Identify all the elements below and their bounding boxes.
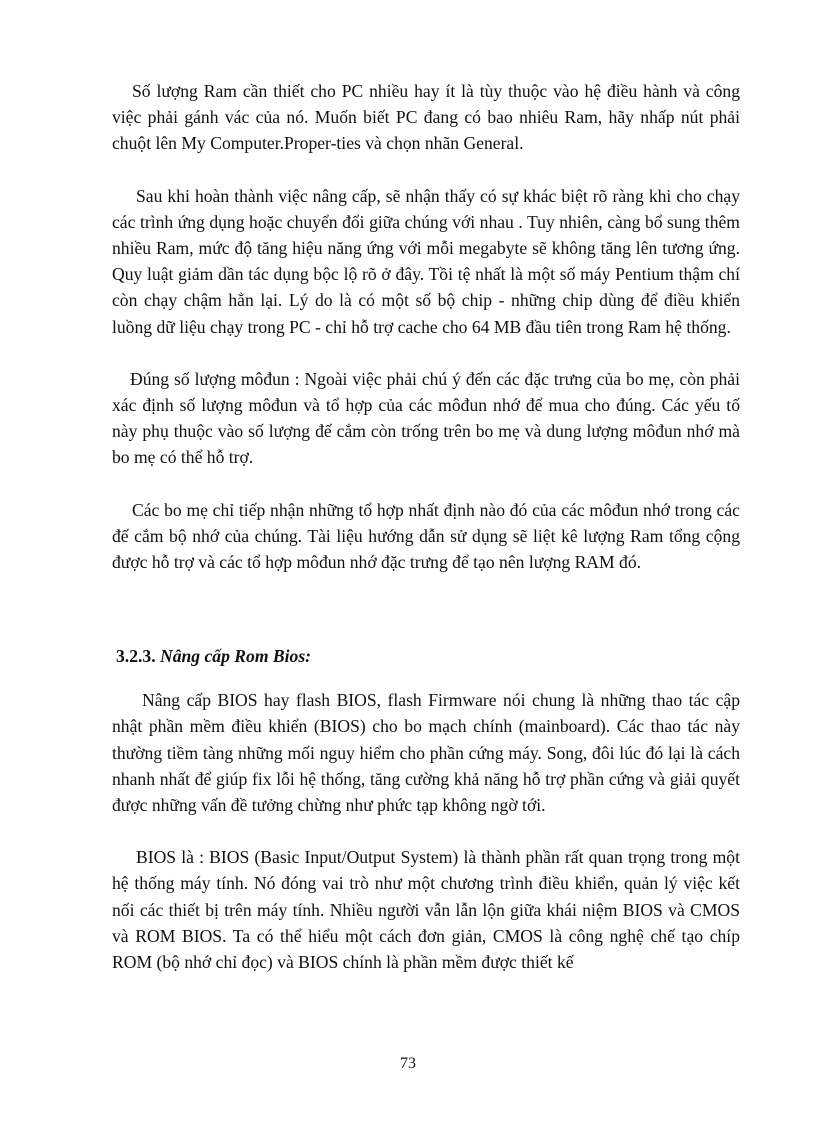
paragraph-module-count: Đúng số lượng môđun : Ngoài việc phải chú ý đến các đặc trưng của bo mẹ, còn phải xác định số lượng môđun và tổ hợp của các môđun nhớ để mua cho đúng. Các yếu tố này phụ thuộc vào số lượng đế cắm còn trống trên bo mẹ và dung lượng môđun nhớ mà bo mẹ có thể hỗ trợ. [112, 368, 740, 468]
page-number: 73 [400, 1055, 416, 1072]
paragraph-upgrade-effect: Sau khi hoàn thành việc nâng cấp, sẽ nhận thấy có sự khác biệt rõ ràng khi cho chạy các trình ứng dụng hoặc chuyển đổi giữa chúng với nhau . Tuy nhiên, càng bổ sung thêm nhiều Ram, mức độ tăng hiệu năng ứng với mỗi megabyte sẽ không tăng lên tương ứng. Quy luật giảm dần tác dụng bộc lộ rõ ở đây. Tồi tệ nhất là một số máy Pentium thậm chí còn chạy chậm hẳn lại. Lý do là có một số bộ chip - những chip dùng để điều khiển luồng dữ liệu chạy trong PC - chỉ hỗ trợ cache cho 64 MB đầu tiên trong Ram hệ thống. [112, 185, 740, 337]
paragraph-module-combinations: Các bo mẹ chỉ tiếp nhận những tổ hợp nhất định nào đó của các môđun nhớ trong các đế cắm bộ nhớ của chúng. Tài liệu hướng dẫn sử dụng sẽ liệt kê lượng Ram tổng cộng được hỗ trợ và các tổ hợp môđun nhớ đặc trưng để tạo nên lượng RAM đó. [112, 499, 740, 573]
paragraph-bios-upgrade: Nâng cấp BIOS hay flash BIOS, flash Firmware nói chung là những thao tác cập nhật phần mềm điều khiển (BIOS) cho bo mạch chính (mainboard). Các thao tác này thường tiềm tàng những mối nguy hiểm cho phần cứng máy. Song, đôi lúc đó lại là cách nhanh nhất để giúp fix lỗi hệ thống, tăng cường khả năng hỗ trợ phần cứng và giải quyết được những vấn đề tưởng chừng như phức tạp không ngờ tới. [112, 690, 740, 816]
section-title: Nâng cấp Rom Bios: [160, 646, 312, 667]
paragraph-ram-amount: Số lượng Ram cần thiết cho PC nhiều hay ít là tùy thuộc vào hệ điều hành và công việc phải gánh vác của nó. Muốn biết PC đang có bao nhiêu Ram, hãy nhấp nút phải chuột lên My Computer.Proper-ties và chọn nhãn General. [112, 81, 740, 154]
section-number: 3.2.3. [116, 646, 156, 667]
paragraph-bios-definition: BIOS là : BIOS (Basic Input/Output System) là thành phần rất quan trọng trong một hệ thống máy tính. Nó đóng vai trò như một chương trình điều khiển, quản lý việc kết nối các thiết bị trên máy tính. Nhiều người vẫn lẫn lộn giữa khái niệm BIOS và CMOS và ROM BIOS. Ta có thể hiểu một cách đơn giản, CMOS là công nghệ chế tạo chíp ROM (bộ nhớ chỉ đọc) và BIOS chính là phần mềm được thiết kế [112, 847, 740, 973]
document-page [112, 78, 740, 975]
section-heading [116, 643, 740, 669]
